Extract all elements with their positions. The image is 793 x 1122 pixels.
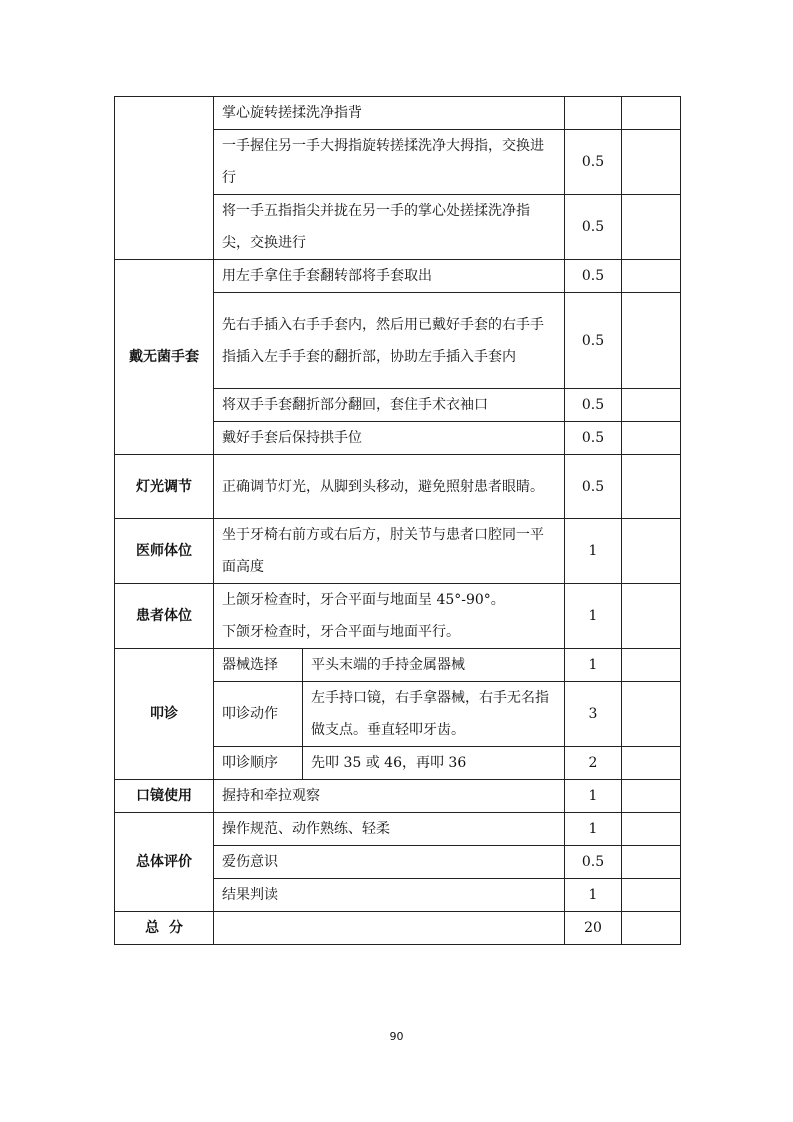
item-cell: 左手持口镜，右手拿器械，右手无名指做支点。垂直轻叩牙齿。 [303,682,565,747]
subitem-label: 器械选择 [214,649,303,682]
table-row [115,912,681,945]
subitem-label: 叩诊动作 [214,682,303,747]
result-cell [622,260,681,293]
item-cell [214,912,565,945]
result-cell [622,195,681,260]
score-cell: 0.5 [565,293,622,389]
result-cell [622,813,681,846]
score-cell [565,97,622,130]
table-row [115,649,681,682]
item-cell: 握持和牵拉观察 [214,780,565,813]
result-cell [622,912,681,945]
category-cell: 口镜使用 [115,780,214,813]
score-cell: 1 [565,649,622,682]
score-cell: 0.5 [565,260,622,293]
score-cell: 2 [565,747,622,780]
result-cell [622,422,681,455]
category-cell-empty [115,97,214,260]
category-cell: 总 分 [115,912,214,945]
score-cell: 0.5 [565,130,622,195]
score-cell: 0.5 [565,389,622,422]
result-cell [622,780,681,813]
item-cell: 坐于牙椅右前方或右后方，肘关节与患者口腔同一平面高度 [214,519,565,584]
item-cell: 先叩 35 或 46，再叩 36 [303,747,565,780]
score-cell: 0.5 [565,422,622,455]
score-cell: 1 [565,780,622,813]
score-cell: 0.5 [565,455,622,519]
category-cell: 医师体位 [115,519,214,584]
result-cell [622,293,681,389]
result-cell [622,649,681,682]
result-cell [622,455,681,519]
scoring-table [114,96,681,945]
item-cell: 正确调节灯光，从脚到头移动，避免照射患者眼睛。 [214,455,565,519]
item-line: 下颌牙检查时，牙合平面与地面平行。 [222,624,460,640]
category-cell: 戴无菌手套 [115,260,214,455]
item-line: 上颌牙检查时，牙合平面与地面呈 45°-90°。 [222,592,505,608]
item-cell: 爱伤意识 [214,846,565,879]
result-cell [622,747,681,780]
table-row [115,97,681,130]
table-row [115,780,681,813]
item-cell: 用左手拿住手套翻转部将手套取出 [214,260,565,293]
item-cell [214,584,565,649]
table-row [115,260,681,293]
score-cell: 1 [565,584,622,649]
item-cell: 先右手插入右手手套内，然后用已戴好手套的右手手指插入左手手套的翻折部，协助左手插入手套内 [214,293,565,389]
item-cell: 戴好手套后保持拱手位 [214,422,565,455]
score-cell: 1 [565,879,622,912]
result-cell [622,389,681,422]
category-cell: 叩诊 [115,649,214,780]
table-row [115,455,681,519]
score-cell: 1 [565,813,622,846]
score-cell: 0.5 [565,846,622,879]
item-cell: 掌心旋转搓揉洗净指背 [214,97,565,130]
result-cell [622,519,681,584]
result-cell [622,97,681,130]
item-cell: 将双手手套翻折部分翻回，套住手术衣袖口 [214,389,565,422]
item-cell: 操作规范、动作熟练、轻柔 [214,813,565,846]
score-cell: 0.5 [565,195,622,260]
table-row [115,519,681,584]
category-cell: 总体评价 [115,813,214,912]
table-row [115,813,681,846]
item-cell: 一手握住另一手大拇指旋转搓揉洗净大拇指，交换进行 [214,130,565,195]
score-cell: 20 [565,912,622,945]
category-cell: 灯光调节 [115,455,214,519]
score-cell: 1 [565,519,622,584]
result-cell [622,130,681,195]
result-cell [622,879,681,912]
item-cell: 将一手五指指尖并拢在另一手的掌心处搓揉洗净指尖，交换进行 [214,195,565,260]
item-cell: 平头末端的手持金属器械 [303,649,565,682]
subitem-label: 叩诊顺序 [214,747,303,780]
result-cell [622,584,681,649]
score-cell: 3 [565,682,622,747]
table-row [115,584,681,649]
page-number: 90 [389,1030,404,1043]
result-cell [622,682,681,747]
category-cell: 患者体位 [115,584,214,649]
item-cell: 结果判读 [214,879,565,912]
result-cell [622,846,681,879]
